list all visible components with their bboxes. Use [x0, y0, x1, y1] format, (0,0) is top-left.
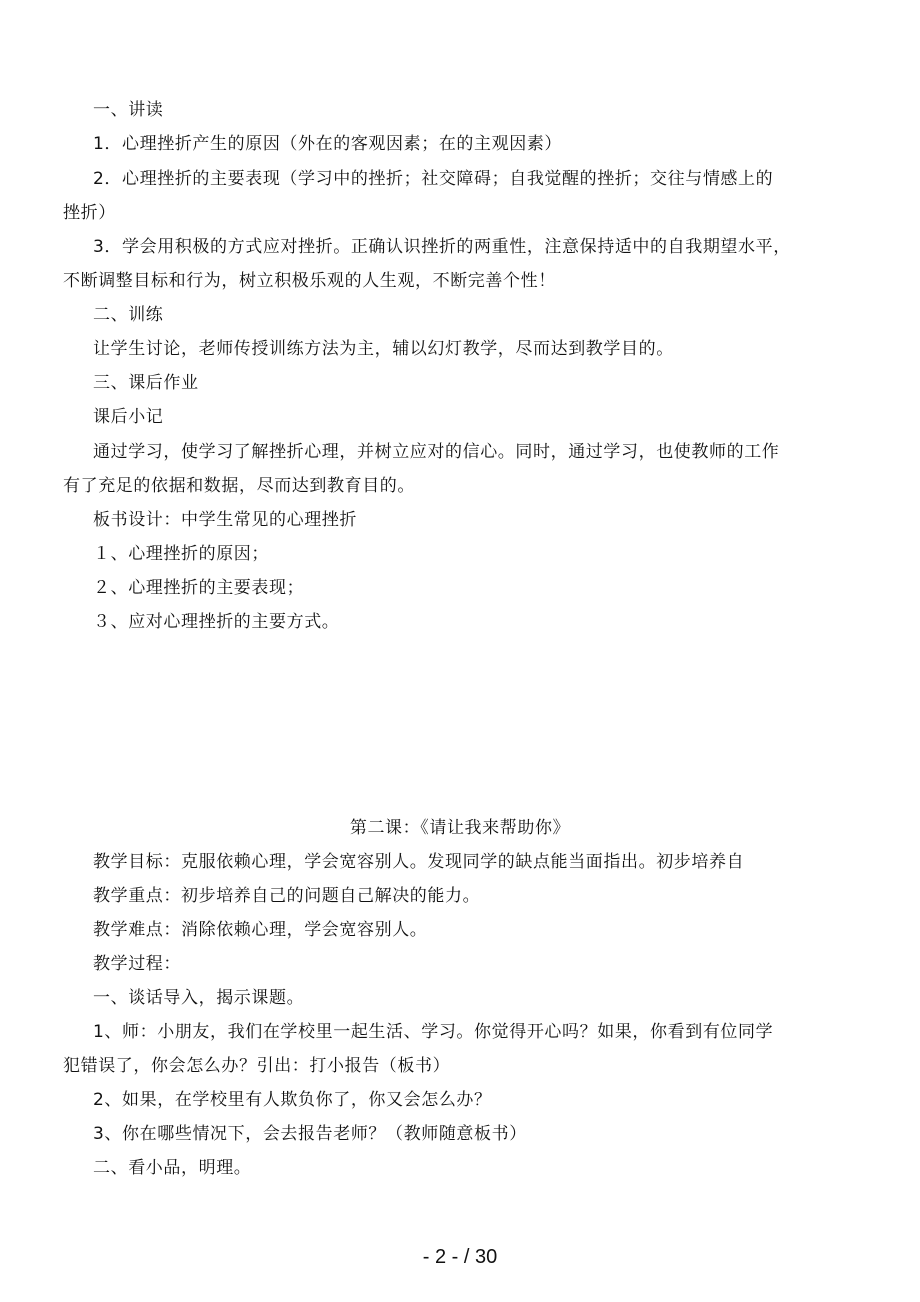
paragraph-line: 让学生讨论，老师传授训练方法为主，辅以幻灯教学，尽而达到教学目的。 [93, 339, 674, 359]
paragraph-line: 2．心理挫折的主要表现（学习中的挫折；社交障碍；自我觉醒的挫折；交往与情感上的 [93, 169, 774, 189]
paragraph-line: 1、师：小朋友，我们在学校里一起生活、学习。你觉得开心吗？如果，你看到有位同学 [93, 1022, 774, 1042]
paragraph-line: 有了充足的依据和数据，尽而达到教育目的。 [63, 476, 415, 496]
teaching-goal: 教学目标：克服依赖心理，学会宽容别人。发现同学的缺点能当面指出。初步培养自 [93, 852, 745, 872]
paragraph-line: 犯错误了，你会怎么办？引出：打小报告（板书） [63, 1056, 451, 1076]
paragraph-line: 通过学习，使学习了解挫折心理，并树立应对的信心。同时，通过学习，也使教师的工作 [93, 442, 780, 462]
board-design-heading: 板书设计：中学生常见的心理挫折 [93, 510, 357, 530]
lesson-title: 第二课：《请让我来帮助你》 [349, 818, 571, 838]
paragraph-line: 1．心理挫折产生的原因（外在的客观因素；在的主观因素） [93, 134, 563, 154]
paragraph-line: 挫折） [63, 203, 116, 223]
teaching-difficulty: 教学难点：消除依赖心理，学会宽容别人。 [93, 920, 428, 940]
section-heading-homework: 三、课后作业 [93, 373, 199, 393]
board-design-item: ３、应对心理挫折的主要方式。 [93, 612, 340, 632]
section-heading-intro: 一、谈话导入，揭示课题。 [93, 988, 305, 1008]
section-heading-notes: 课后小记 [93, 407, 164, 427]
paragraph-line: 3．学会用积极的方式应对挫折。正确认识挫折的两重性，注意保持适中的自我期望水平， [93, 237, 791, 257]
teaching-process-heading: 教学过程： [93, 954, 181, 974]
paragraph-line: 2、如果，在学校里有人欺负你了，你又会怎么办？ [93, 1090, 492, 1110]
section-heading-skit: 二、看小品，明理。 [93, 1158, 252, 1178]
paragraph-line: 不断调整目标和行为，树立积极乐观的人生观，不断完善个性！ [63, 271, 556, 291]
board-design-item: １、心理挫折的原因； [93, 544, 269, 564]
teaching-focus: 教学重点：初步培养自己的问题自己解决的能力。 [93, 886, 481, 906]
paragraph-line: 3、你在哪些情况下，会去报告老师？（教师随意板书） [93, 1124, 527, 1144]
section-heading-training: 二、训练 [93, 305, 164, 325]
board-design-item: ２、心理挫折的主要表现； [93, 578, 305, 598]
page-number: - 2 - / 30 [422, 1246, 498, 1268]
section-heading-reading: 一、讲读 [93, 100, 164, 120]
